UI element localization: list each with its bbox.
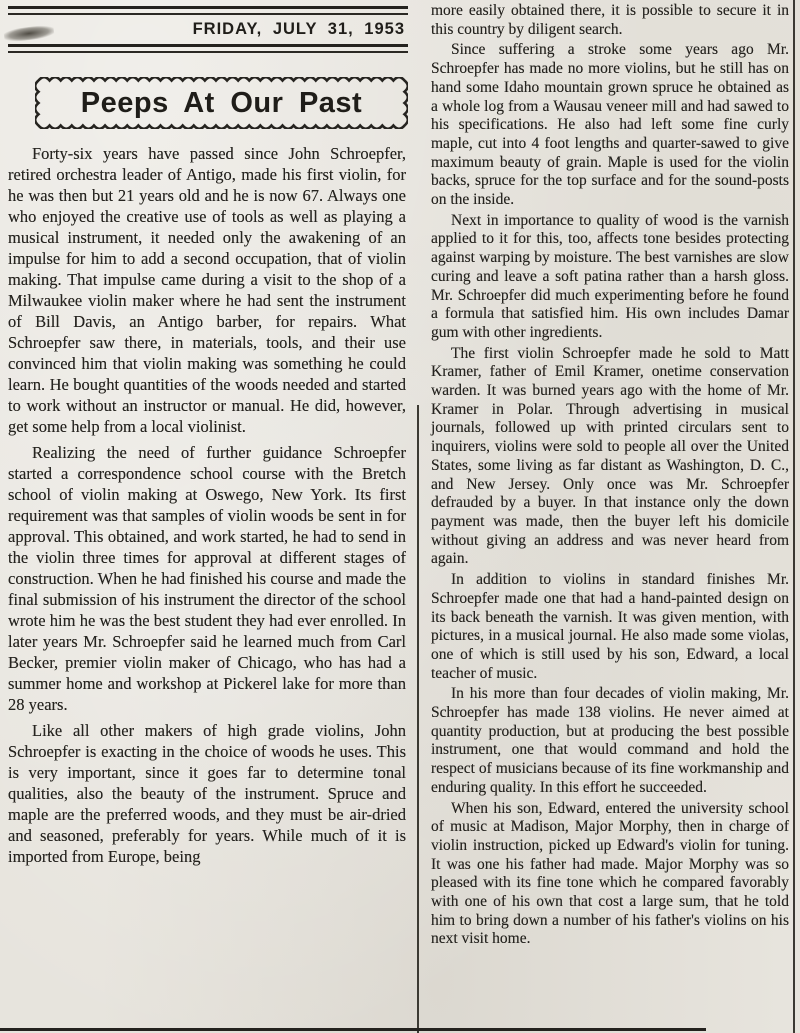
article-paragraph: Realizing the need of further guidance Schroepfer started a correspondence school course with the Bretch school of violin making at Oswego, New York. Its first requirement was that samples of violin woods be sent in for approval. This obtained, and work started, he had to send in the violin three times for approval at different stages of construction. When he had finished his course and made the final submission of his instrument the director of the school wrote him he was the best student they had ever enrolled. In later years Mr. Schroepfer said he learned much from Carl Becker, premier violin maker of Chicago, who has had a summer home and workshop at Pickerel lake for more than 28 years.: [8, 443, 406, 714]
article-paragraph: Since suffering a stroke some years ago Mr. Schroepfer has made no more violins, but he still has on hand some Idaho mountain grown spruce he obtained as a whole log from a Wausau veneer mill and had sawed to his specifications. He also had left some fine curly maple, cut into 4 foot lengths and quarter-sawed to give maximum beauty of grain. Maple is used for the violin backs, spruce for the top surface and for the sound-posts on the inside.: [431, 41, 789, 209]
left-column: [8, 6, 408, 872]
right-column: [431, 0, 789, 951]
article-column-left: [8, 143, 406, 867]
masthead-rule-bottom: [8, 44, 408, 53]
headline: Peeps At Our Past: [80, 86, 363, 119]
article-paragraph: Forty-six years have passed since John Schroepfer, retired orchestra leader of Antigo, made his first violin, for he was then but 21 years old and he is now 67. Always one who enjoyed the creative use of tools as well as playing a musical instrument, it needed only the awakening of an impulse for him to add a second occupation, that of violin making. That impulse came during a visit to the shop of a Milwaukee violin maker where he had sent the instrument of Bill Davis, an Antigo barber, for repairs. What Schroepfer saw there, in materials, tools, and their use convinced him that violin making was something he could learn. He bought quantities of the woods needed and started to work without an instructor or manual. He did, however, get some help from a local violinist.: [8, 144, 406, 436]
masthead: [8, 6, 408, 53]
wavy-border-decoration: [35, 77, 408, 129]
article-paragraph: In his more than four decades of violin making, Mr. Schroepfer has made 138 violins. He never aimed at quantity production, but at producing the best possible instrument, one that would command and hold the respect of musicians because of its fine workmanship and enduring quality. In this effort he succeeded.: [431, 685, 789, 796]
article-paragraph: In addition to violins in standard finishes Mr. Schroepfer made one that had a hand-painted design on its back beneath the varnish. It was given mention, with pictures, in a musical journal. He also made some violas, one of which is still used by his son, Edward, a local teacher of music.: [431, 571, 789, 682]
article-paragraph: The first violin Schroepfer made he sold to Matt Kramer, father of Emil Kramer, onetime conservation warden. It was burned years ago with the home of Mr. Kramer in Polar. Through advertising in musical journals, followed up with printed circulars sent to inquirers, violins were sold to people all over the United States, some living as far distant as Washington, D. C., and New Jersey. Only once was Mr. Schroepfer defrauded by a buyer. In that instance only the down payment was made, then the buyer left his domicile without giving an address and was never heard from again.: [431, 344, 789, 568]
article-paragraph: When his son, Edward, entered the university school of music at Madison, Major Morphy, then in charge of violin instruction, picked up Edward's violin for tuning. It was one his father had made. Major Morphy was so pleased with its fine tone which he compared favorably with one of his own that cost a large sum, that he told him to bring down a number of his father's violins on his next visit home.: [431, 799, 789, 948]
article-paragraph: Next in importance to quality of wood is the varnish applied to it for this, too, affects tone besides protecting against warping by moisture. The best varnishes are slow curing and leave a soft patina rather than a harsh gloss. Mr. Schroepfer did much experimenting before he found a formula that satisfied him. His own includes Damar gum with other ingredients.: [431, 211, 789, 341]
headline-box: [35, 77, 408, 129]
article-paragraph: Like all other makers of high grade violins, John Schroepfer is exacting in the choice of woods he uses. This is very important, since it goes far to determine tonal qualities, also the beauty of the instrument. Spruce and maple are the preferred woods, and they must be air-dried and seasoned, preferably for years. While much of it is imported from Europe, being: [8, 721, 406, 866]
page-edge-rule: [793, 0, 795, 1033]
masthead-rule-top: [8, 6, 408, 15]
article-paragraph: more easily obtained there, it is possible to secure it in this country by diligent search.: [431, 2, 789, 38]
article-column-right: [431, 0, 789, 949]
column-divider-rule: [417, 405, 419, 1033]
bottom-rule: [0, 1028, 706, 1031]
date-line: FRIDAY, JULY 31, 1953: [192, 20, 405, 38]
